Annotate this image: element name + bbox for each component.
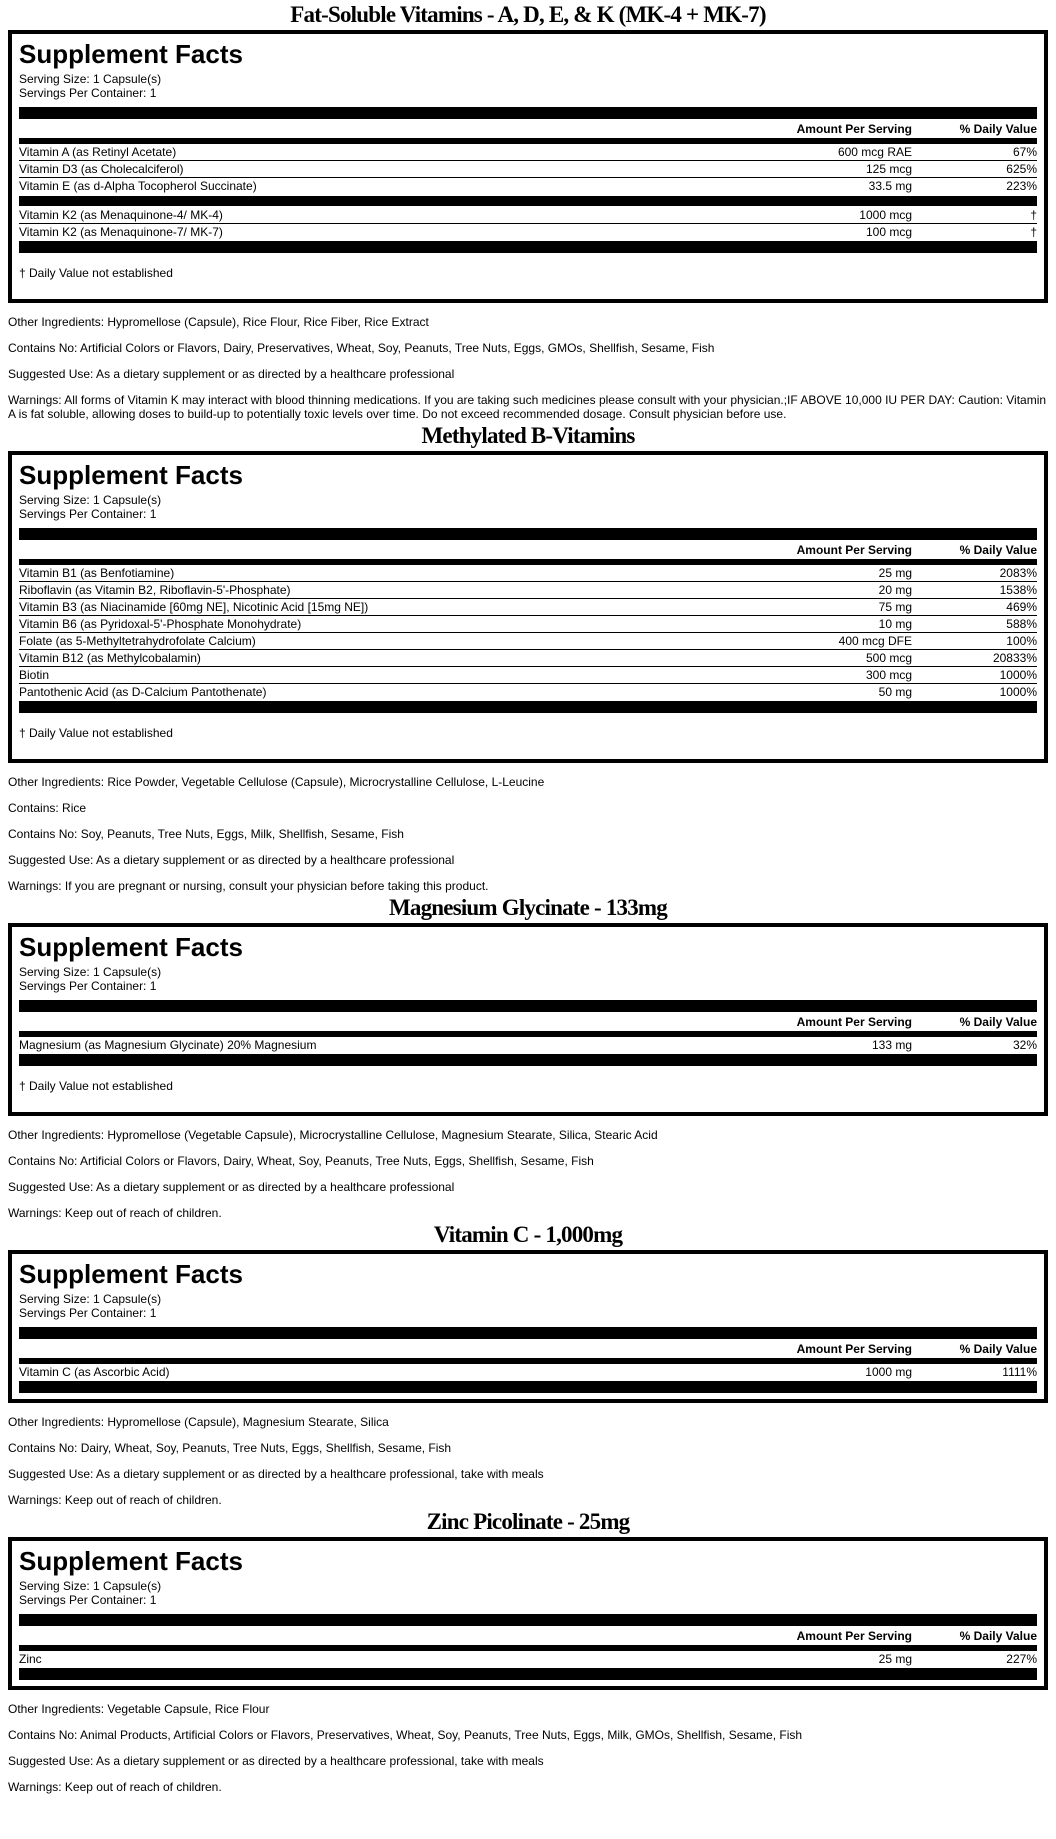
divider-bar [19,701,1037,713]
divider-bar [19,1381,1037,1393]
divider-bar [19,241,1037,253]
daily-value-header: % Daily Value [959,1342,1037,1356]
nutrient-row [19,161,1037,178]
nutrient-daily-value: 32% [1012,1038,1037,1052]
nutrient-amount: 125 mcg [865,162,912,176]
column-header-spacer [19,543,712,557]
column-header [19,1629,1037,1651]
nutrient-amount: 10 mg [878,617,912,631]
nutrient-row [19,1651,1037,1667]
column-header [19,543,1037,565]
nutrient-row [19,1037,1037,1053]
divider-bar [19,1614,1037,1626]
serving-size: Serving Size: 1 Capsule(s) [19,1292,162,1306]
nutrient-daily-value: 1000% [999,685,1037,699]
info-line: Other Ingredients: Hypromellose (Vegetable Capsule), Microcrystalline Cellulose, Magnesium Stearate, Silica, Stearic Acid [8,1128,658,1142]
nutrient-row [19,207,1037,224]
divider-bar [19,1000,1037,1012]
nutrient-daily-value: 223% [1006,179,1037,193]
column-header-spacer [19,122,712,136]
warnings-text: Warnings: Keep out of reach of children. [8,1780,222,1794]
info-line: Contains No: Artificial Colors or Flavors, Dairy, Preservatives, Wheat, Soy, Peanuts, Tree Nuts, Eggs, GMOs, Shellfish, Sesame, Fish [8,341,715,355]
column-header [19,122,1037,144]
info-line: Other Ingredients: Hypromellose (Capsule), Rice Flour, Rice Fiber, Rice Extract [8,315,429,329]
info-line: Contains No: Soy, Peanuts, Tree Nuts, Eggs, Milk, Shellfish, Sesame, Fish [8,827,404,841]
column-header-spacer [19,1342,712,1356]
product-info [0,303,1056,421]
nutrient-amount: 25 mg [878,566,912,580]
divider-bar [19,1054,1037,1066]
warnings-text: Warnings: All forms of Vitamin K may interact with blood thinning medications. If you are taking such medicines please consult with your physician.;IF ABOVE 10,000 IU PER DAY: Caution: Vitamin A is fat soluble, allowing doses to build-up to potentially toxic levels over time. Do not exceed recommended dosage. Consult physician before use. [8,393,1047,421]
daily-value-footnote: † Daily Value not established [19,266,173,280]
nutrient-row [19,650,1037,667]
nutrient-amount: 33.5 mg [868,179,912,193]
product-heading: Methylated B-Vitamins [421,423,635,448]
nutrient-amount: 1000 mcg [859,208,912,222]
daily-value-header: % Daily Value [959,122,1037,136]
servings-per-container: Servings Per Container: 1 [19,1593,157,1607]
nutrient-name: Biotin [19,668,50,682]
nutrient-amount: 20 mg [878,583,912,597]
nutrient-row [19,684,1037,700]
nutrient-amount: 1000 mg [865,1365,912,1379]
nutrient-name: Pantothenic Acid (as D-Calcium Pantothenate) [19,685,267,699]
nutrient-row [19,178,1037,194]
nutrient-row [19,667,1037,684]
info-line: Other Ingredients: Vegetable Capsule, Rice Flour [8,1702,270,1716]
nutrient-amount: 100 mcg [865,225,912,239]
nutrient-row [19,582,1037,599]
info-line: Other Ingredients: Hypromellose (Capsule), Magnesium Stearate, Silica [8,1415,389,1429]
nutrient-name: Vitamin D3 (as Cholecalciferol) [19,162,184,176]
info-line: Contains No: Dairy, Wheat, Soy, Peanuts, Tree Nuts, Eggs, Shellfish, Sesame, Fish [8,1441,452,1455]
divider-bar [19,528,1037,540]
nutrient-amount: 300 mcg [865,668,912,682]
info-line: Contains No: Artificial Colors or Flavors, Dairy, Wheat, Soy, Peanuts, Tree Nuts, Eggs, Shellfish, Sesame, Fish [8,1154,594,1168]
product-section [0,0,1056,421]
serving-size: Serving Size: 1 Capsule(s) [19,1579,162,1593]
divider-bar [19,107,1037,119]
column-header-spacer [19,1629,712,1643]
product-info [0,1403,1056,1507]
serving-size: Serving Size: 1 Capsule(s) [19,72,162,86]
info-line: Suggested Use: As a dietary supplement or as directed by a healthcare professional [8,367,455,381]
product-heading: Fat-Soluble Vitamins - A, D, E, & K (MK-4 + MK-7) [290,2,766,27]
info-line: Contains No: Animal Products, Artificial Colors or Flavors, Preservatives, Wheat, Soy, Peanuts, Tree Nuts, Eggs, Milk, GMOs, Shellfish, Sesame, Fish [8,1728,803,1742]
nutrient-daily-value: 100% [1006,634,1037,648]
divider-bar [19,1327,1037,1339]
nutrient-daily-value: 588% [1006,617,1037,631]
amount-per-serving-header: Amount Per Serving [796,1015,912,1029]
nutrient-amount: 400 mcg DFE [838,634,912,648]
nutrient-daily-value: 227% [1006,1652,1037,1666]
amount-per-serving-header: Amount Per Serving [796,122,912,136]
info-line: Suggested Use: As a dietary supplement or as directed by a healthcare professional, take with meals [8,1754,544,1768]
product-info [0,763,1056,893]
nutrient-amount: 25 mg [878,1652,912,1666]
daily-value-header: % Daily Value [959,1629,1037,1643]
nutrient-name: Vitamin K2 (as Menaquinone-7/ MK-7) [19,225,223,239]
info-line: Contains: Rice [8,801,87,815]
nutrient-daily-value: 1111% [1002,1365,1037,1379]
nutrient-daily-value: 20833% [992,651,1037,665]
nutrient-name: Vitamin C (as Ascorbic Acid) [19,1365,170,1379]
divider-bar [19,1668,1037,1680]
servings-per-container: Servings Per Container: 1 [19,507,157,521]
serving-size: Serving Size: 1 Capsule(s) [19,493,162,507]
amount-per-serving-header: Amount Per Serving [796,1629,912,1643]
nutrient-daily-value: 2083% [999,566,1037,580]
nutrient-row [19,224,1037,240]
nutrient-daily-value: 1538% [999,583,1037,597]
nutrient-daily-value: 1000% [999,668,1037,682]
column-header [19,1015,1037,1037]
nutrient-row [19,144,1037,161]
product-section [0,421,1056,893]
nutrient-name: Vitamin B12 (as Methylcobalamin) [19,651,201,665]
supplement-facts-panel [8,30,1048,303]
product-section [0,1507,1056,1794]
daily-value-footnote: † Daily Value not established [19,1079,173,1093]
nutrient-name: Riboflavin (as Vitamin B2, Riboflavin-5'-Phosphate) [19,583,291,597]
nutrient-name: Vitamin B6 (as Pyridoxal-5'-Phosphate Monohydrate) [19,617,302,631]
nutrient-name: Magnesium (as Magnesium Glycinate) 20% Magnesium [19,1038,317,1052]
product-section [0,893,1056,1220]
nutrient-amount: 50 mg [878,685,912,699]
nutrient-name: Folate (as 5-Methyltetrahydrofolate Calcium) [19,634,256,648]
supplement-facts-panel [8,923,1048,1116]
product-heading: Zinc Picolinate - 25mg [426,1509,630,1534]
nutrient-amount: 75 mg [878,600,912,614]
nutrient-daily-value: † [1030,208,1037,222]
serving-size: Serving Size: 1 Capsule(s) [19,965,162,979]
facts-title: Supplement Facts [19,1546,243,1576]
nutrient-amount: 500 mcg [865,651,912,665]
nutrient-name: Vitamin B1 (as Benfotiamine) [19,566,175,580]
info-line: Other Ingredients: Rice Powder, Vegetable Cellulose (Capsule), Microcrystalline Cellulose, L-Leucine [8,775,545,789]
nutrient-name: Vitamin B3 (as Niacinamide [60mg NE], Nicotinic Acid [15mg NE]) [19,600,369,614]
facts-title: Supplement Facts [19,932,243,962]
nutrient-row [19,616,1037,633]
column-header [19,1342,1037,1364]
servings-per-container: Servings Per Container: 1 [19,979,157,993]
warnings-text: Warnings: If you are pregnant or nursing, consult your physician before taking this product. [8,879,489,893]
nutrient-row [19,565,1037,582]
nutrient-row [19,1364,1037,1380]
nutrient-name: Zinc [19,1652,42,1666]
amount-per-serving-header: Amount Per Serving [796,543,912,557]
nutrient-name: Vitamin E (as d-Alpha Tocopherol Succinate) [19,179,257,193]
supplement-facts-panel [8,1537,1048,1690]
nutrient-daily-value: 625% [1006,162,1037,176]
product-section [0,1220,1056,1507]
daily-value-header: % Daily Value [959,543,1037,557]
nutrient-daily-value: 469% [1006,600,1037,614]
daily-value-footnote: † Daily Value not established [19,726,173,740]
supplement-facts-panel [8,1250,1048,1403]
product-info [0,1116,1056,1220]
nutrient-amount: 600 mcg RAE [837,145,912,159]
facts-title: Supplement Facts [19,1259,243,1289]
nutrient-daily-value: 67% [1012,145,1037,159]
servings-per-container: Servings Per Container: 1 [19,86,157,100]
warnings-text: Warnings: Keep out of reach of children. [8,1493,222,1507]
info-line: Suggested Use: As a dietary supplement or as directed by a healthcare professional [8,1180,455,1194]
servings-per-container: Servings Per Container: 1 [19,1306,157,1320]
nutrient-name: Vitamin A (as Retinyl Acetate) [19,145,177,159]
group-divider-bar [19,196,1037,206]
daily-value-header: % Daily Value [959,1015,1037,1029]
product-info [0,1690,1056,1794]
column-header-spacer [19,1015,712,1029]
nutrient-row [19,633,1037,650]
info-line: Suggested Use: As a dietary supplement or as directed by a healthcare professional, take with meals [8,1467,544,1481]
supplement-facts-panel [8,451,1048,763]
facts-title: Supplement Facts [19,460,243,490]
nutrient-row [19,599,1037,616]
product-heading: Magnesium Glycinate - 133mg [388,895,667,920]
product-heading: Vitamin C - 1,000mg [433,1222,623,1247]
facts-title: Supplement Facts [19,39,243,69]
nutrient-amount: 133 mg [871,1038,912,1052]
nutrient-daily-value: † [1030,225,1037,239]
info-line: Suggested Use: As a dietary supplement or as directed by a healthcare professional [8,853,455,867]
amount-per-serving-header: Amount Per Serving [796,1342,912,1356]
nutrient-name: Vitamin K2 (as Menaquinone-4/ MK-4) [19,208,223,222]
warnings-text: Warnings: Keep out of reach of children. [8,1206,222,1220]
